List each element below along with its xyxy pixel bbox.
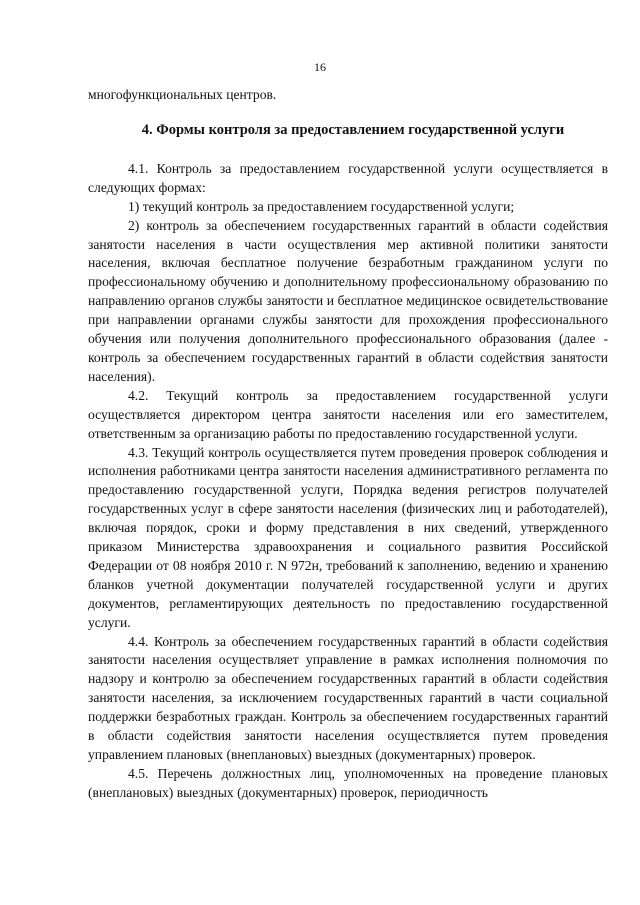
paragraph-item-2: 2) контроль за обеспечением государственных гарантий в области содействия занятости населения в части осуществления мер активной политики занятости населения, включая бесплатное получение безработным гражданином услуги по профессиональному обучению и дополнительному профессиональному образованию по направлению органов службы занятости и бесплатное медицинское освидетельствование при направлении органами службы занятости для прохождения профессионального обучения или получения дополнительного профессионального образования (далее - контроль за обеспечением государственных гарантий в области содействия занятости населения). bbox=[88, 217, 608, 384]
paragraph-4-4: 4.4. Контроль за обеспечением государственных гарантий в области содействия занятости населения осуществляет управление в рамках исполнения полномочия по надзору и контролю за обеспечением государственных гарантий в области содействия занятости населения, за исключением государственных гарантий в части социальной поддержки безработных граждан. Контроль за обеспечением государственных гарантий в области содействия занятости населения осуществляется путем проведения управлением плановых (внеплановых) выездных (документарных) проверок. bbox=[88, 633, 608, 762]
document-body bbox=[88, 86, 608, 803]
page-number: 16 bbox=[314, 60, 326, 74]
section-heading: 4. Формы контроля за предоставлением государственной услуги bbox=[141, 121, 565, 138]
paragraph-item-1: 1) текущий контроль за предоставлением государственной услуги; bbox=[128, 198, 515, 214]
paragraph-4-3: 4.3. Текущий контроль осуществляется путем проведения проверок соблюдения и исполнения работниками центра занятости населения административного регламента по предоставлению государственной услуги, Порядка ведения регистров получателей государственных услуг в сфере занятости населения (физических лиц и работодателей), включая порядок, сроки и форму представления в них сведений, утвержденного приказом Министерства здравоохранения и социального развития Российской Федерации от 08 ноября 2010 г. N 972н, требований к заполнению, ведению и хранению бланков учетной документации получателей государственной услуги и других документов, регламентирующих деятельность по предоставлению государственной услуги. bbox=[88, 444, 608, 630]
paragraph-4-5: 4.5. Перечень должностных лиц, уполномоченных на проведение плановых (внеплановых) выездных (документарных) проверок, периодичность bbox=[88, 765, 608, 800]
paragraph-4-2: 4.2. Текущий контроль за предоставлением государственной услуги осуществляется директором центра занятости населения или его заместителем, ответственным за организацию работы по предоставлению государственной услуги. bbox=[88, 387, 608, 441]
paragraph-4-1: 4.1. Контроль за предоставлением государственной услуги осуществляется в следующих формах: bbox=[88, 160, 608, 195]
intro-line: многофункциональных центров. bbox=[88, 87, 277, 102]
